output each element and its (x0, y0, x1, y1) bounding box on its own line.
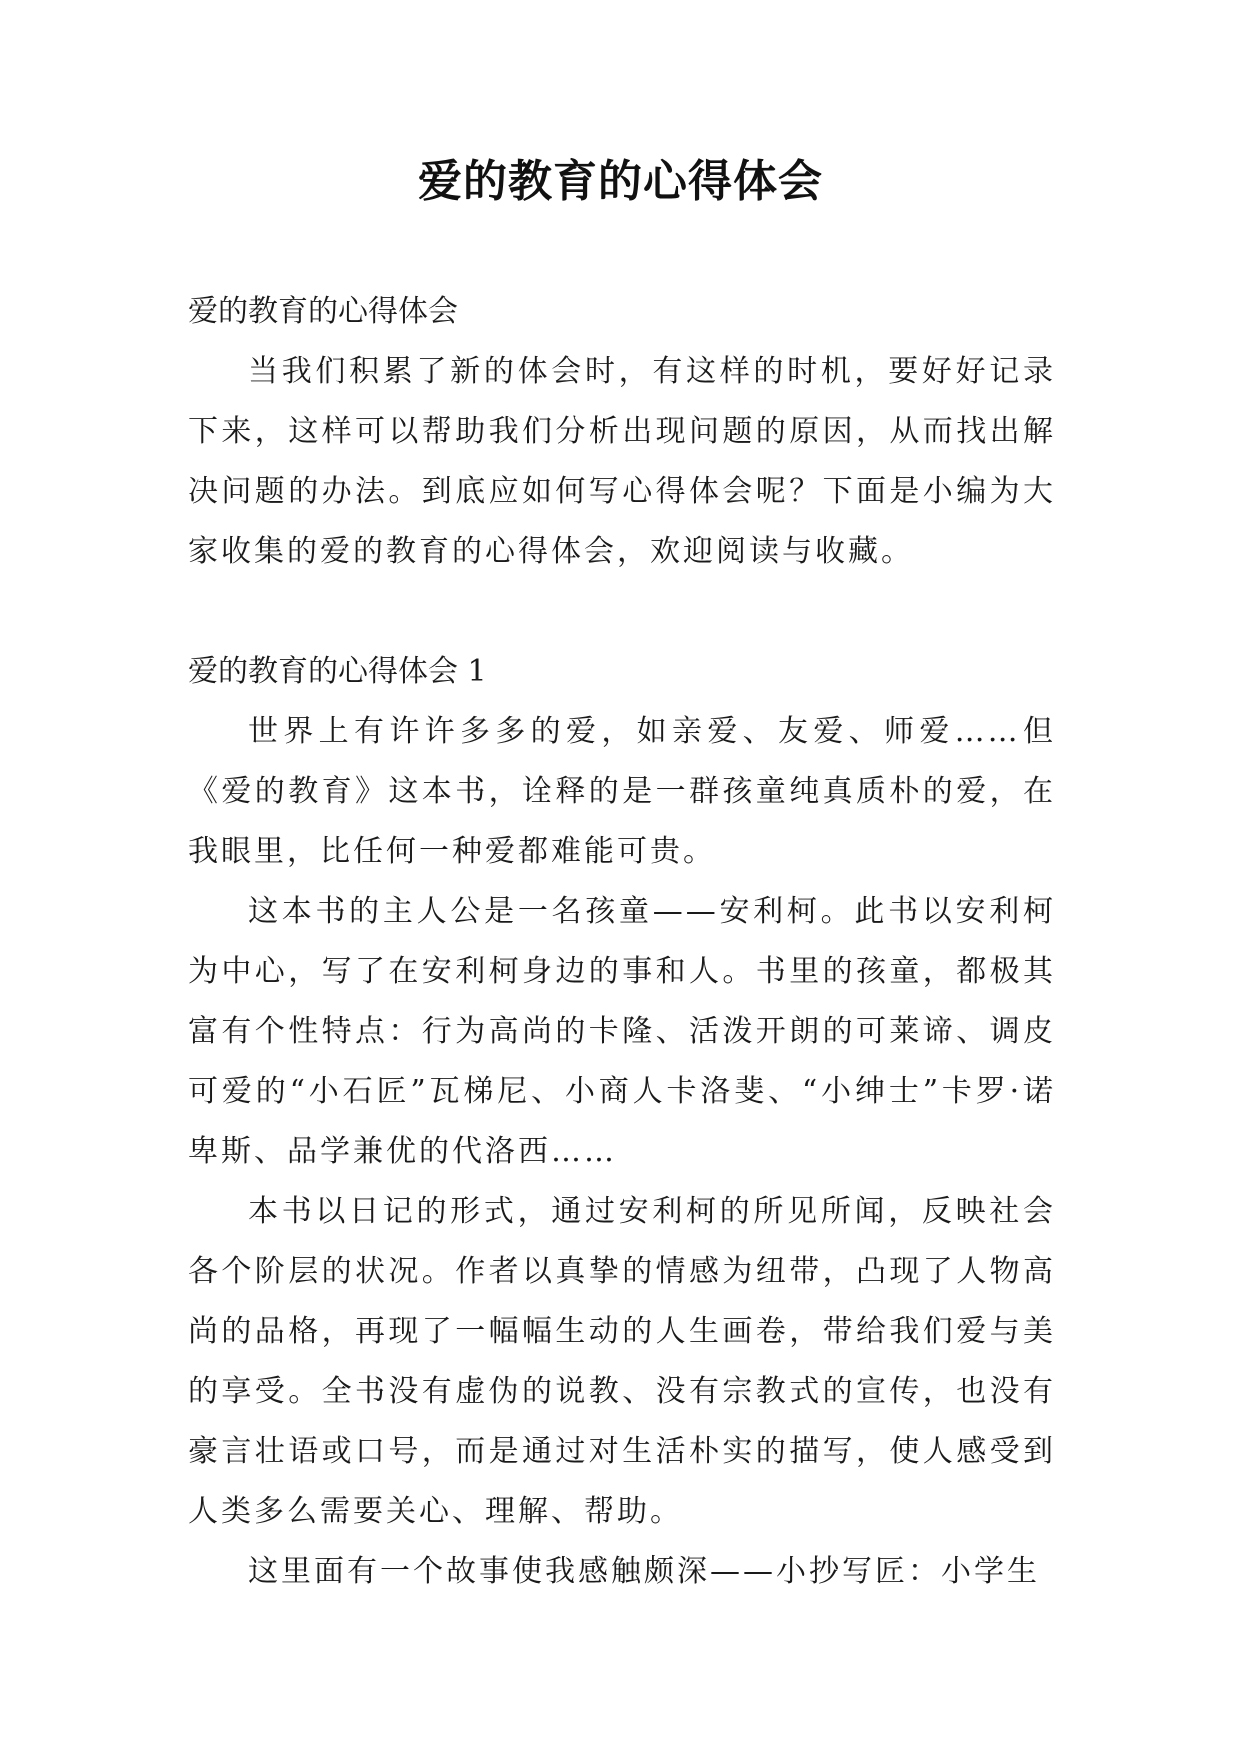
section-spacer (188, 582, 1056, 642)
intro-heading: 爱的教育的心得体会 (188, 294, 458, 329)
section-paragraph: 这里面有一个故事使我感触颇深——小抄写匠：小学生 (248, 1554, 1040, 1589)
intro-paragraph: 当我们积累了新的体会时，有这样的时机，要好好记录下来，这样可以帮助我们分析出现问题的原因，从而找出解决问题的办法。到底应如何写心得体会呢？下面是小编为大家收集的爱的教育的心得体会，欢迎阅读与收藏。 (188, 354, 1056, 569)
document-title: 爱的教育的心得体会 (418, 156, 823, 207)
section-paragraph: 这本书的主人公是一名孩童——安利柯。此书以安利柯为中心，写了在安利柯身边的事和人。书里的孩童，都极其富有个性特点：行为高尚的卡隆、活泼开朗的可莱谛、调皮可爱的“小石匠”瓦梯尼、小商人卡洛斐、“小绅士”卡罗·诺卑斯、品学兼优的代洛西…… (188, 894, 1056, 1169)
section-paragraph: 本书以日记的形式，通过安利柯的所见所闻，反映社会各个阶层的状况。作者以真挚的情感为纽带，凸现了人物高尚的品格，再现了一幅幅生动的人生画卷，带给我们爱与美的享受。全书没有虚伪的说教、没有宗教式的宣传，也没有豪言壮语或口号，而是通过对生活朴实的描写，使人感受到人类多么需要关心、理解、帮助。 (188, 1194, 1056, 1529)
section-paragraph: 世界上有许许多多的爱，如亲爱、友爱、师爱……但《爱的教育》这本书，诠释的是一群孩童纯真质朴的爱，在我眼里，比任何一种爱都难能可贵。 (188, 714, 1056, 869)
section-heading: 爱的教育的心得体会 1 (188, 654, 487, 689)
document-body (188, 282, 1056, 1602)
